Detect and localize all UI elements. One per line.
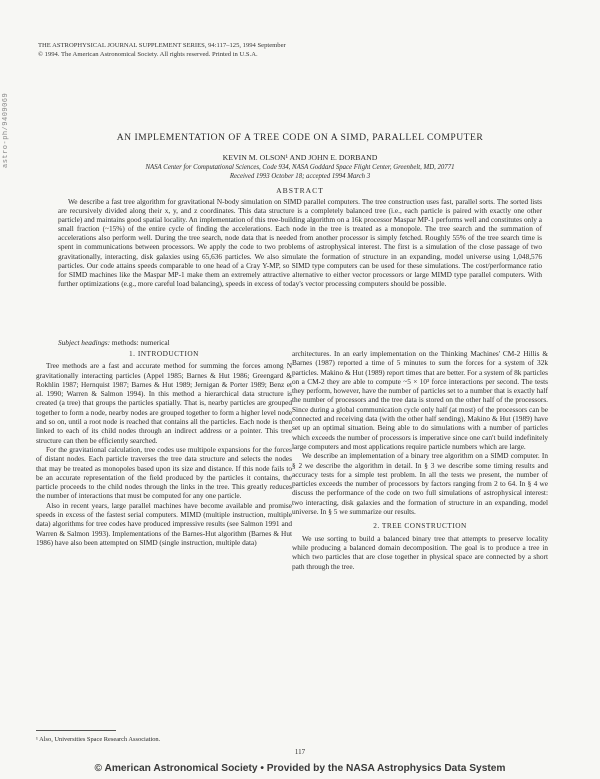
- section-heading-introduction: 1. INTRODUCTION: [129, 349, 199, 358]
- subject-headings-label: Subject headings:: [58, 338, 111, 347]
- abstract-text: We describe a fast tree algorithm for gravitational N-body simulation on SIMD parallel computers. The tree construction uses fast, parallel sorts. The sorted lists are recursively divided along their x, y, and z coordinates. This data structure is a completely balanced tree (i.e., each particle is paired with exactly one other particle) and maintains good spatial locality. An implementation of this tree-building algorithm on a 16k processor Maspar MP-1 performs well and constitutes only a small fraction (~15%) of the entire cycle of finding the accelerations. Each node in the tree is treated as a monopole. The tree search and the summation of accelerations also perform well. During the tree search, node data that is needed from another processor is simply fetched. Roughly 55% of the tree search time is spent in communications between processors. We apply the code to two problems of astrophysical interest. The first is a simulation of the close passage of two gravitationally, interacting, disk galaxies using 65,636 particles. We also simulate the formation of structure in an expanding, model universe using 1,048,576 particles. Our code attains speeds comparable to one head of a Cray Y-MP, so SIMD type computers can be used for these simulations. The cost/performance ratio for SIMD machines like the Maspar MP-1 make them an extremely attractive alternative to either vector processors or large MIMD type parallel computers. With further optimizations (e.g., more careful load balancing), speeds in excess of today's vector processing computers should be possible.: [58, 197, 542, 288]
- ads-banner: © American Astronomical Society • Provided by the NASA Astrophysics Data System: [94, 763, 506, 774]
- body-paragraph: Also in recent years, large parallel machines have become available and promise speeds in excess of the fastest serial computers. MIMD (multiple instruction, multiple data) algorithms for tree codes have produced impressive results (see Salmon 1991 and Warren & Salmon 1993). Implementations of the Barnes-Hut algorithm (Barnes & Hut 1986) have also been attempted on SIMD (single instruction, multiple data): [36, 500, 292, 547]
- journal-citation: THE ASTROPHYSICAL JOURNAL SUPPLEMENT SERIES, 94:117–125, 1994 September: [38, 42, 286, 49]
- affiliation: NASA Center for Computational Sciences, Code 934, NASA Goddard Space Flight Center, Greenbelt, MD, 20771: [145, 164, 455, 171]
- subject-headings: [58, 338, 542, 347]
- copyright-line: © 1994. The American Astronomical Society. All rights reserved. Printed in U.S.A.: [38, 50, 258, 58]
- body-paragraph: We describe an implementation of a binary tree algorithm on a SIMD computer. In § 2 we describe the algorithm in detail. In § 3 we describe some timing results and accuracy tests for a simple test problem. In all the tests we present, the number of particles exceeds the number of processors by factors ranging from 2 to 64. In § 4 we discuss the performance of the code on two full simulations of astrophysical interest: two interacting, disk galaxies and the formation of structure in an expanding, model universe. In § 5 we summarize our results.: [292, 451, 548, 517]
- received-accepted-dates: Received 1993 October 18; accepted 1994 March 3: [229, 173, 371, 180]
- body-paragraph: architectures. In an early implementation on the Thinking Machines' CM-2 Hillis & Barnes (1987) reported a time of 5 minutes to sum the forces for a system of 32k particles. Makino & Hut (1989) report times that are better. For a system of 8k particles on a CM-2 they are able to compute ~5 × 10³ force interactions per second. The tests they perform, however, have the number of particles set to a number that is exactly half the number of processors and the tree data is stored on the other half of the processors. Since during a global communication cycle only half (at most) of the processors can be connected and receiving data (with the other half sending), Makino & Hut (1989) have set up an optimal situation. Being able to do simulations with a number of particles which exceeds the number of processors is imperative since one can't build indefinitely large computers and most applications require particle numbers which are large.: [292, 349, 548, 451]
- paper-title: AN IMPLEMENTATION OF A TREE CODE ON A SIMD, PARALLEL COMPUTER: [116, 132, 484, 143]
- left-column: [36, 349, 292, 547]
- body-paragraph: Tree methods are a fast and accurate method for summing the forces among N gravitationally interacting particles (Appel 1985; Barnes & Hut 1986; Greengard & Rokhlin 1987; Hernquist 1987; Barnes & Hut 1989; Jernigan & Porter 1989; Benz et al. 1990; Warren & Salmon 1994). In this method a hierarchical data structure is created (a tree) that groups the particles spatially. That is, nearby particles are grouped together to form a node, nearby nodes are grouped together to form a higher level node and so on, until a root node is reached that contains all the particles. Each node is then linked to each of its child nodes through an indirect address or a pointer. This tree structure can then be efficiently searched.: [36, 361, 292, 445]
- abstract-heading: ABSTRACT: [276, 186, 324, 195]
- footnote-rule: [36, 730, 116, 731]
- footnote: ¹ Also, Universities Space Research Association.: [36, 736, 161, 743]
- right-column: [292, 349, 548, 571]
- authors: KEVIN M. OLSON¹ AND JOHN E. DORBAND: [222, 153, 378, 162]
- body-paragraph: For the gravitational calculation, tree codes use multipole expansions for the forces of distant nodes. Each particle traverses the tree data structure and selects the nodes that may be treated as monopoles based upon its size and distance. If this node fails to be an accurate representation of the field produced by the particles it contains, the particle proceeds to the child nodes through the links in the tree. This greatly reduces the number of interactions that must be computed for any one particle.: [36, 444, 292, 501]
- section-heading-tree-construction: 2. TREE CONSTRUCTION: [373, 521, 467, 531]
- journal-header: [38, 42, 558, 59]
- page-number: 117: [294, 748, 306, 756]
- body-paragraph: We use sorting to build a balanced binary tree that attempts to preserve locality while producing a balanced domain decomposition. The goal is to produce a tree in which two particles that are close together in physical space are connected by a short path through the tree.: [292, 533, 548, 571]
- arxiv-identifier: astro-ph/9409069: [2, 92, 10, 168]
- subject-headings-value: methods: numerical: [111, 338, 170, 347]
